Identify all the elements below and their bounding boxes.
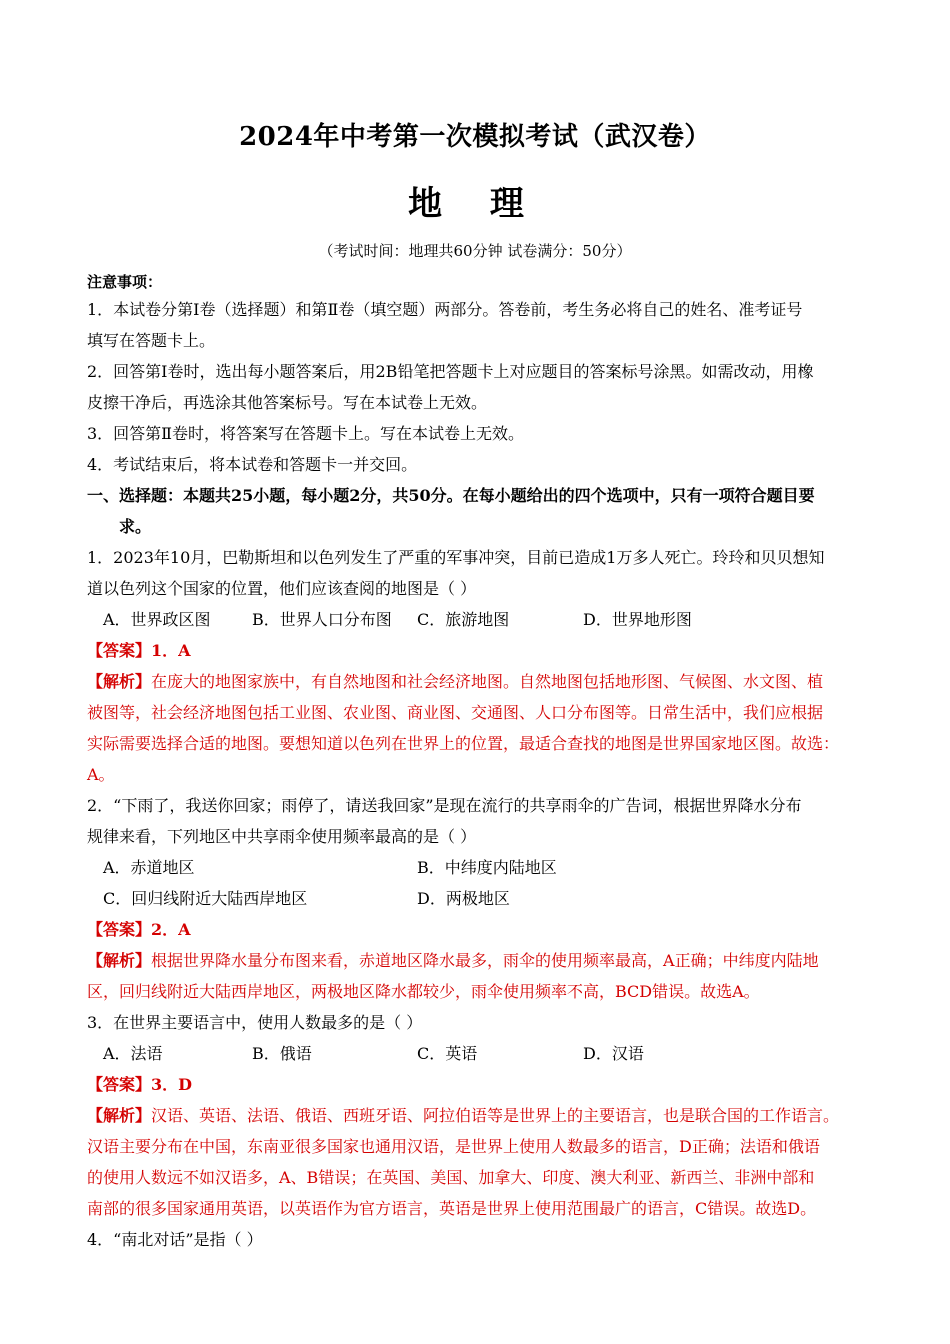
notes-line: 3．回答第Ⅱ卷时，将答案写在答题卡上。写在本试卷上无效。 — [87, 424, 525, 443]
analysis-tag: 【解析】 — [87, 672, 152, 691]
option-d: D．汉语 — [583, 1044, 644, 1063]
analysis-line — [87, 1100, 867, 1131]
question-stem: 3．在世界主要语言中，使用人数最多的是（ ） — [87, 1013, 423, 1032]
question-stem: 道以色列这个国家的位置，他们应该查阅的地图是（ ） — [87, 579, 477, 598]
question-stem: 规律来看，下列地区中共享雨伞使用频率最高的是（ ） — [87, 827, 477, 846]
option-c: C．旅游地图 — [417, 610, 510, 629]
subject-title: 地 理 — [408, 184, 542, 224]
option-d: D．世界地形图 — [583, 610, 692, 629]
option-d: D．两极地区 — [417, 889, 510, 908]
option-c: C．英语 — [417, 1044, 478, 1063]
question-stem: 2．“下雨了，我送你回家；雨停了，请送我回家”是现在流行的共享雨伞的广告词，根据世界降水分布 — [87, 796, 802, 815]
option-c: C．回归线附近大陆西岸地区 — [103, 889, 308, 908]
analysis-tag: 【解析】 — [87, 1106, 152, 1125]
analysis-line: 实际需要选择合适的地图。要想知道以色列在世界上的位置，最适合查找的地图是世界国家地区图。故选： — [87, 734, 840, 753]
answer-label: 【答案】3．D — [87, 1075, 193, 1094]
question-options — [87, 883, 867, 914]
analysis-text: 汉语、英语、法语、俄语、西班牙语、阿拉伯语等是世界上的主要语言，也是联合国的工作语言。 — [151, 1106, 840, 1125]
analysis-line: 被图等，社会经济地图包括工业图、农业图、商业图、交通图、人口分布图等。日常生活中，我们应根据 — [87, 703, 824, 722]
option-a: A．赤道地区 — [103, 858, 195, 877]
notes-line: 4．考试结束后，将本试卷和答题卡一并交回。 — [87, 455, 418, 474]
analysis-text: 根据世界降水量分布图来看，赤道地区降水最多，雨伞的使用频率最高，A正确；中纬度内陆地 — [151, 951, 819, 970]
answer-label: 【答案】1．A — [87, 641, 191, 660]
answer-label: 【答案】2．A — [87, 920, 191, 939]
notes-line: 填写在答题卡上。 — [87, 331, 216, 350]
section-heading-cont: 求。 — [119, 517, 152, 536]
question-options — [87, 1038, 867, 1069]
analysis-line: 区，回归线附近大陆西岸地区，两极地区降水都较少，雨伞使用频率不高，BCD错误。故选A。 — [87, 982, 760, 1001]
option-b: B．俄语 — [252, 1044, 312, 1063]
analysis-line — [87, 666, 867, 697]
analysis-tag: 【解析】 — [87, 951, 152, 970]
option-a: A．世界政区图 — [103, 610, 211, 629]
notes-line: 1．本试卷分第Ⅰ卷（选择题）和第Ⅱ卷（填空题）两部分。答卷前，考生务必将自己的姓名、准考证号 — [87, 300, 803, 319]
exam-title: 2024年中考第一次模拟考试（武汉卷） — [239, 122, 711, 152]
notes-line: 2．回答第Ⅰ卷时，选出每小题答案后，用2B铅笔把答题卡上对应题目的答案标号涂黑。如需改动，用橡 — [87, 362, 814, 381]
exam-content — [87, 270, 867, 1255]
analysis-line: 的使用人数远不如汉语多，A、B错误；在英国、美国、加拿大、印度、澳大利亚、新西兰、非洲中部和 — [87, 1168, 815, 1187]
exam-info: （考试时间：地理共60分钟 试卷满分：50分） — [318, 242, 632, 260]
option-a: A．法语 — [103, 1044, 163, 1063]
question-options — [87, 852, 867, 883]
analysis-line: 南部的很多国家通用英语，以英语作为官方语言，英语是世界上使用范围最广的语言，C错误。故选D。 — [87, 1199, 817, 1218]
question-stem: 1．2023年10月，巴勒斯坦和以色列发生了严重的军事冲突，目前已造成1万多人死亡。玲玲和贝贝想知 — [87, 548, 825, 567]
analysis-line — [87, 945, 867, 976]
question-stem: 4．“南北对话”是指（ ） — [87, 1230, 263, 1249]
question-options — [87, 604, 867, 635]
analysis-text: 在庞大的地图家族中，有自然地图和社会经济地图。自然地图包括地形图、气候图、水文图、植 — [151, 672, 824, 691]
notes-line: 皮擦干净后，再选涂其他答案标号。写在本试卷上无效。 — [87, 393, 488, 412]
analysis-line: A。 — [87, 765, 115, 784]
option-b: B．中纬度内陆地区 — [417, 858, 557, 877]
analysis-line: 汉语主要分布在中国，东南亚很多国家也通用汉语，是世界上使用人数最多的语言，D正确；法语和俄语 — [87, 1137, 820, 1156]
option-b: B．世界人口分布图 — [252, 610, 392, 629]
section-heading: 一、选择题：本题共25小题，每小题2分，共50分。在每小题给出的四个选项中，只有一项符合题目要 — [87, 486, 815, 505]
notes-heading: 注意事项： — [87, 273, 163, 291]
